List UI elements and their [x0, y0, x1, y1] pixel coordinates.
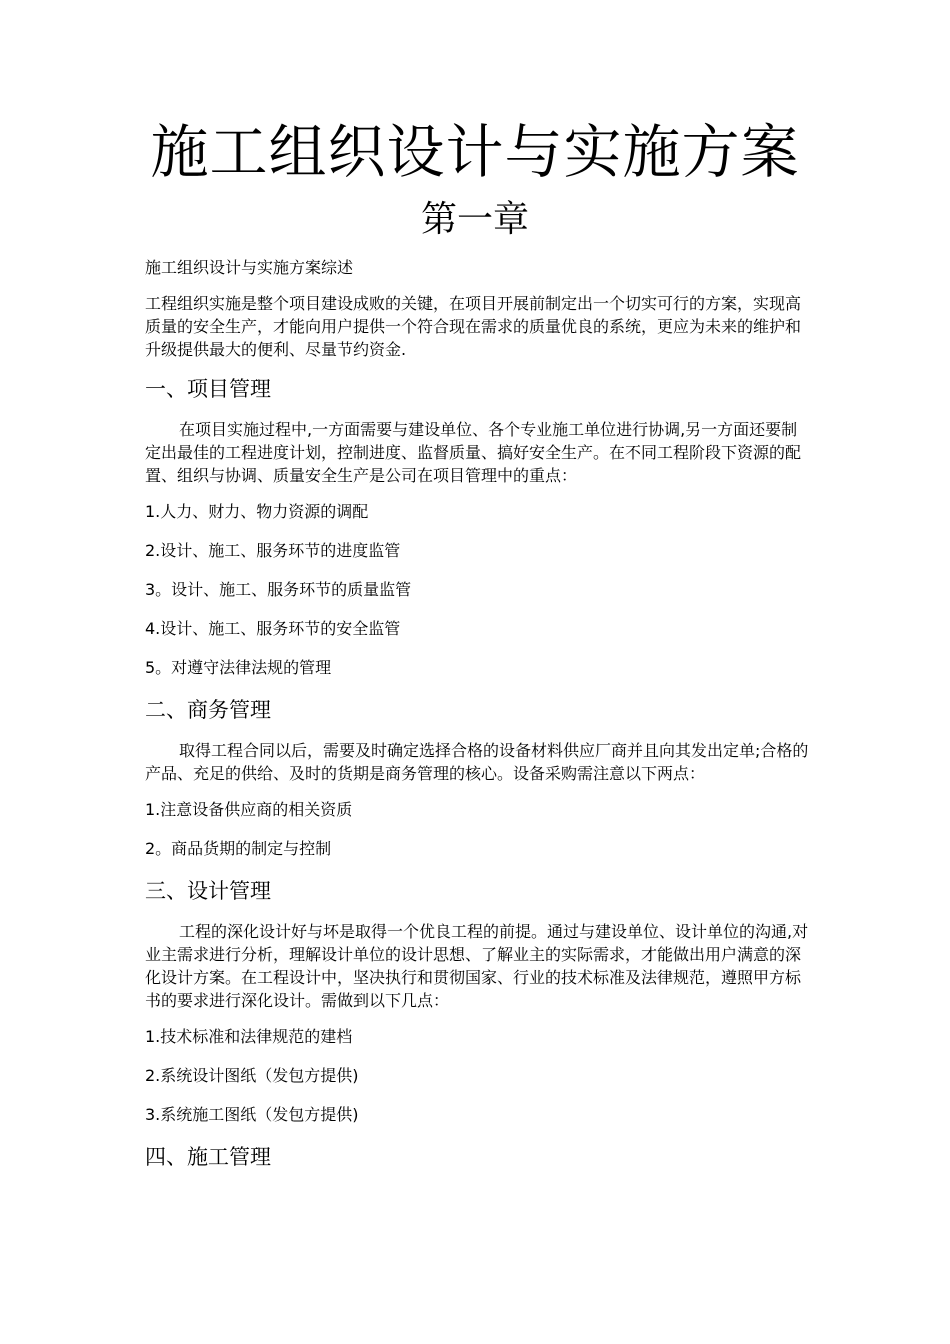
section-paragraph: 工程的深化设计好与坏是取得一个优良工程的前提。通过与建设单位、设计单位的沟通,对业主需求进行分析，理解设计单位的设计思想、了解业主的实际需求，才能做出用户满意的深化设计方案。在工程设计中，坚决执行和贯彻国家、行业的技术标准及法律规范，遵照甲方标书的要求进行深化设计。需做到以下几点： [145, 922, 809, 1010]
list-item: 2。商品货期的制定与控制 [145, 839, 332, 858]
list-item: 1.注意设备供应商的相关资质 [145, 800, 353, 819]
list-item: 4.设计、施工、服务环节的安全监管 [145, 619, 401, 638]
document-body [145, 256, 810, 1186]
section-project-management [145, 374, 810, 679]
list-item: 1.技术标准和法律规范的建档 [145, 1027, 353, 1046]
section-heading: 二、商务管理 [145, 698, 271, 722]
intro-label: 施工组织设计与实施方案综述 [145, 258, 354, 277]
section-construction-management [145, 1142, 810, 1172]
document-title: 施工组织设计与实施方案 [150, 118, 800, 186]
list-item: 2.系统设计图纸（发包方提供) [145, 1066, 359, 1085]
list-item: 2.设计、施工、服务环节的进度监管 [145, 541, 401, 560]
section-heading: 一、项目管理 [145, 377, 271, 401]
list-item: 3。设计、施工、服务环节的质量监管 [145, 580, 412, 599]
list-item: 1.人力、财力、物力资源的调配 [145, 502, 369, 521]
section-heading: 四、施工管理 [145, 1145, 271, 1169]
section-heading: 三、设计管理 [145, 879, 271, 903]
chapter-heading: 第一章 [420, 199, 529, 240]
section-paragraph: 在项目实施过程中,一方面需要与建设单位、各个专业施工单位进行协调,另一方面还要制定出最佳的工程进度计划，控制进度、监督质量、搞好安全生产。在不同工程阶段下资源的配置、组织与协调、质量安全生产是公司在项目管理中的重点： [145, 420, 802, 485]
section-business-management [145, 695, 810, 860]
section-paragraph: 取得工程合同以后，需要及时确定选择合格的设备材料供应厂商并且向其发出定单;合格的产品、充足的供给、及时的货期是商务管理的核心。设备采购需注意以下两点： [145, 741, 809, 783]
list-item: 3.系统施工图纸（发包方提供) [145, 1105, 359, 1124]
intro-paragraph: 工程组织实施是整个项目建设成败的关键，在项目开展前制定出一个切实可行的方案，实现高质量的安全生产，才能向用户提供一个符合现在需求的质量优良的系统，更应为未来的维护和升级提供最大的便利、尽量节约资金. [145, 294, 802, 359]
section-design-management [145, 876, 810, 1126]
list-item: 5。对遵守法律法规的管理 [145, 658, 332, 677]
